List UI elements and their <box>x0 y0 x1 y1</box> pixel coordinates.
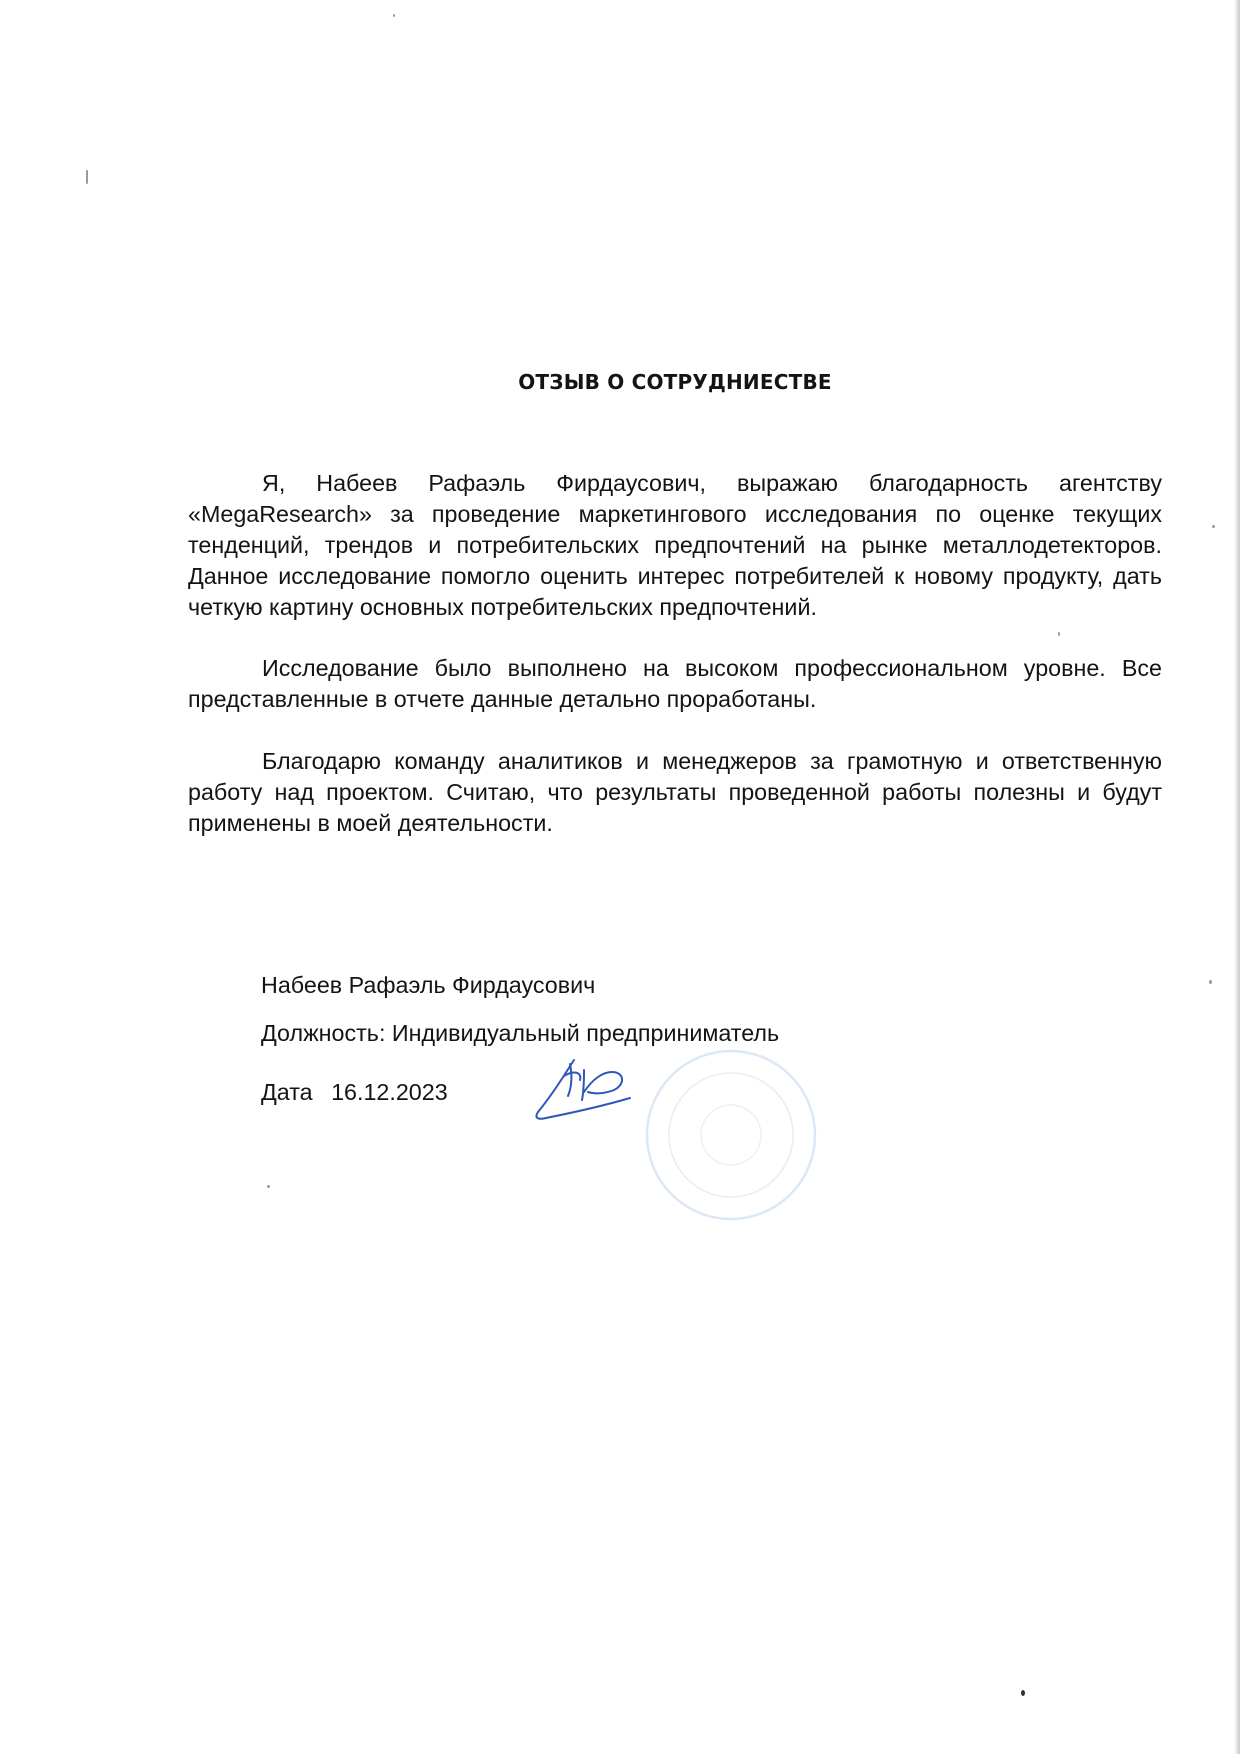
paragraph-gratitude: Я, Набеев Рафаэль Фирдаусович, выражаю благодарность агентству «MegaResearch» за проведение маркетингового исследования по оценке текущих тенденций, трендов и потребительских предпочтений на рынке металлодетекторов. Данное исследование помогло оценить интерес потребителей к новому продукту, дать четкую картину основных потребительских предпочтений. <box>188 470 1162 620</box>
scan-speck <box>393 14 395 17</box>
signer-name: Набеев Рафаэль Фирдаусович <box>261 972 596 998</box>
scan-speck <box>1021 1690 1025 1696</box>
scan-speck <box>1212 525 1215 528</box>
scan-speck <box>86 170 88 184</box>
page-edge <box>1234 0 1240 1754</box>
paragraph-team: Благодарю команду аналитиков и менеджеров за грамотную и ответственную работу над проектом. Считаю, что результаты проведенной работы полезны и будут применены в моей деятельности. <box>188 748 1162 836</box>
document-title: ОТЗЫВ О СОТРУДНИЕСТВЕ <box>518 370 832 394</box>
paragraph-quality: Исследование было выполнено на высоком профессиональном уровне. Все представленные в отчете данные детально проработаны. <box>188 655 1162 712</box>
document-body <box>188 468 1162 839</box>
handwritten-signature <box>526 1052 636 1126</box>
date-label: Дата <box>261 1079 313 1105</box>
scan-speck <box>267 1185 270 1188</box>
faded-stamp <box>636 1040 826 1230</box>
scan-speck <box>1209 980 1212 984</box>
date-value: 16.12.2023 <box>331 1079 448 1105</box>
signer-position: Должность: Индивидуальный предприниматель <box>261 1020 780 1046</box>
